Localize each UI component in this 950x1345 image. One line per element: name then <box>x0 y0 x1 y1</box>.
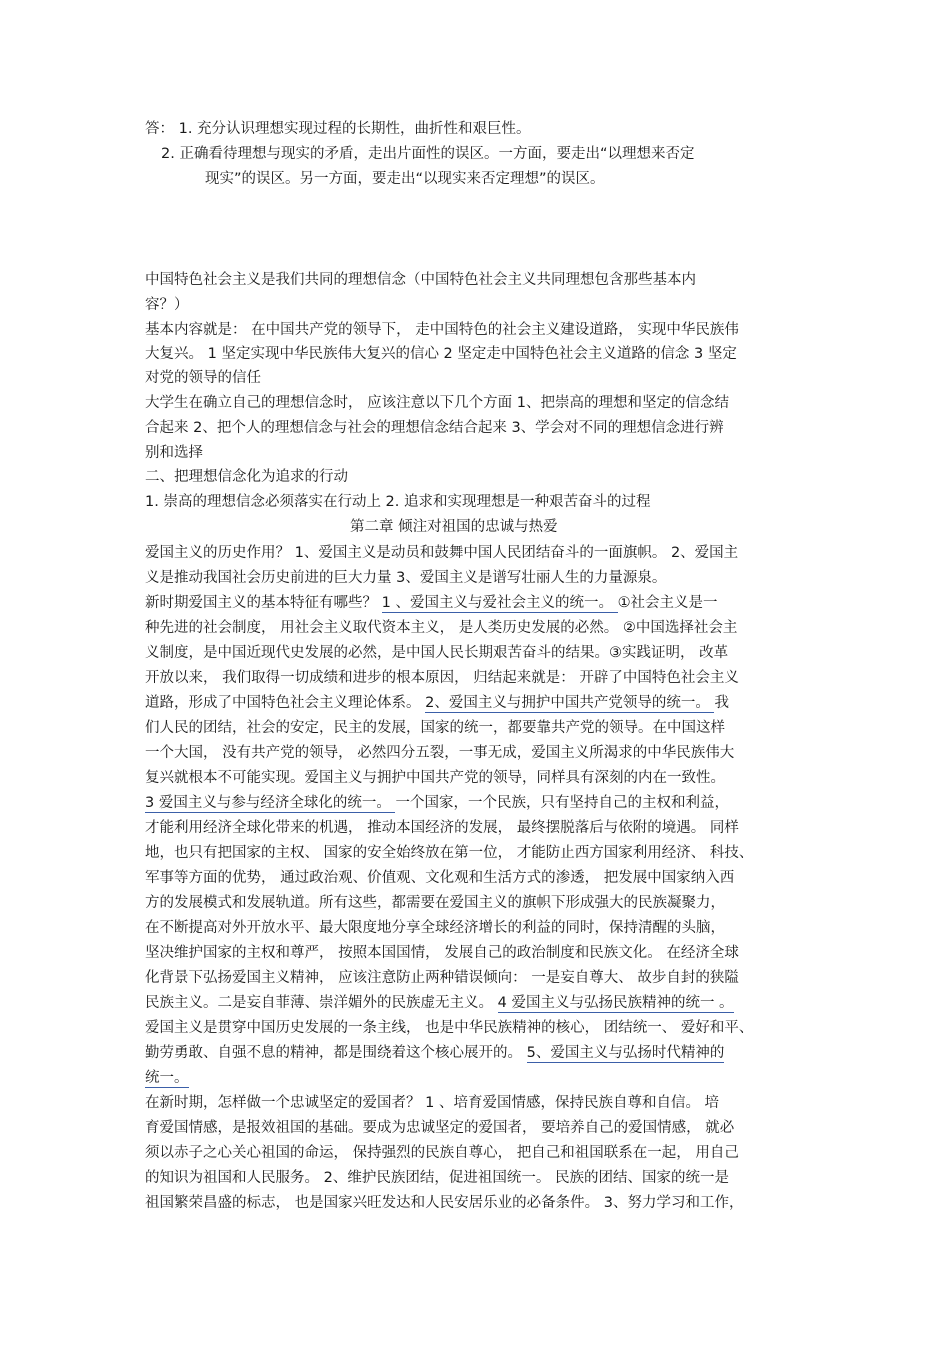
text-line: 地，也只有把国家的主权、 国家的安全始终放在第一位， 才能防止西方国家利用经济、 科技、 <box>145 845 754 861</box>
section-heading: 二、把理想信念化为追求的行动 <box>145 469 348 485</box>
text-line: 们人民的团结，社会的安定，民主的发展，国家的统一，都要靠共产党的领导。在中国这样 <box>145 720 725 736</box>
text-line: 合起来 2、把个人的理想信念与社会的理想信念结合起来 3、学会对不同的理想信念进行辨 <box>145 420 724 436</box>
text-line: 开放以来， 我们取得一切成绩和进步的根本原因， 归结起来就是： 开辟了中国特色社会主义 <box>145 670 739 686</box>
text-segment: 民族主义。二是妄自菲薄、崇洋媚外的民族虚无主义。 <box>145 995 498 1011</box>
text-line: 中国特色社会主义是我们共同的理想信念（中国特色社会主义共同理想包含那些基本内 <box>145 272 696 288</box>
text-line: 祖国繁荣昌盛的标志， 也是国家兴旺发达和人民安居乐业的必备条件。 3、努力学习和工作， <box>145 1195 744 1211</box>
text-line: 爱国主义是贯穿中国历史发展的一条主线， 也是中华民族精神的核心， 团结统一、 爱好和平、 <box>145 1020 754 1036</box>
text-line: 义是推动我国社会历史前进的巨大力量 3、爱国主义是谱写壮丽人生的力量源泉。 <box>145 570 667 586</box>
text-line: 1. 崇高的理想信念必须落实在行动上 2. 追求和实现理想是一种艰苦奋斗的过程 <box>145 494 651 510</box>
underlined-point-5-cont: 统一。 <box>145 1070 189 1086</box>
text-line: 别和选择 <box>145 445 203 461</box>
text-segment: 一个国家，一个民族，只有坚持自己的主权和利益， <box>395 795 729 811</box>
text-line: 在不断提高对外开放水平、最大限度地分享全球经济增长的利益的同时，保持清醒的头脑， <box>145 920 725 936</box>
text-line <box>145 691 729 715</box>
text-line <box>145 1041 724 1065</box>
text-line: 种先进的社会制度， 用社会主义取代资本主义， 是人类历史发展的必然。 ②中国选择社会主 <box>145 620 738 636</box>
underlined-point-3: 3 爱国主义与参与经济全球化的统一。 <box>145 795 396 811</box>
text-line: 须以赤子之心关心祖国的命运， 保持强烈的民族自尊心， 把自己和祖国联系在一起， 用自己 <box>145 1145 739 1161</box>
text-line <box>145 791 729 815</box>
text-line: 大复兴。 1 坚定实现中华民族伟大复兴的信心 2 坚定走中国特色社会主义道路的信念 3 坚定 <box>145 346 737 362</box>
underlined-point-2: 2、爱国主义与拥护中国共产党领导的统一。 <box>425 695 715 711</box>
answer-line-1: 答： 1. 充分认识理想实现过程的长期性，曲折性和艰巨性。 <box>145 121 531 137</box>
text-line: 军事等方面的优势， 通过政治观、价值观、文化观和生活方式的渗透， 把发展中国家纳入西 <box>145 870 735 886</box>
text-line <box>145 991 734 1015</box>
answer-line-3: 现实”的误区。另一方面，要走出“以现实来否定理想”的误区。 <box>205 171 605 187</box>
text-line: 大学生在确立自己的理想信念时， 应该注意以下几个方面 1、把崇高的理想和坚定的信念结 <box>145 395 729 411</box>
chapter-title: 第二章 倾注对祖国的忠诚与热爱 <box>350 519 558 535</box>
text-line: 基本内容就是： 在中国共产党的领导下， 走中国特色的社会主义建设道路， 实现中华民族伟 <box>145 322 739 338</box>
text-segment: ①社会主义是一 <box>617 595 718 611</box>
text-line: 容？） <box>145 297 189 313</box>
text-line: 对党的领导的信任 <box>145 370 261 386</box>
text-line <box>145 591 718 615</box>
text-line: 复兴就根本不可能实现。爱国主义与拥护中国共产党的领导，同样具有深刻的内在一致性。 <box>145 770 725 786</box>
answer-line-2: 2. 正确看待理想与现实的矛盾，走出片面性的误区。一方面，要走出“以理想来否定 <box>161 146 695 162</box>
text-line: 育爱国情感，是报效祖国的基础。要成为忠诚坚定的爱国者， 要培养自己的爱国情感， 就必 <box>145 1120 735 1136</box>
text-line: 在新时期，怎样做一个忠诚坚定的爱国者？ 1 、培育爱国情感，保持民族自尊和自信。 培 <box>145 1095 720 1111</box>
text-line: 化背景下弘扬爱国主义精神， 应该注意防止两种错误倾向： 一是妄自尊大、 故步自封的狭隘 <box>145 970 739 986</box>
underlined-point-1: 1 、爱国主义与爱社会主义的统一。 <box>381 595 618 611</box>
text-line: 义制度，是中国近现代史发展的必然，是中国人民长期艰苦奋斗的结果。③实践证明， 改革 <box>145 645 729 661</box>
text-segment: 新时期爱国主义的基本特征有哪些？ <box>145 595 382 611</box>
text-line <box>145 1066 189 1090</box>
text-line: 才能利用经济全球化带来的机遇， 推动本国经济的发展， 最终摆脱落后与依附的境遇。 同样 <box>145 820 739 836</box>
text-line: 爱国主义的历史作用？ 1、爱国主义是动员和鼓舞中国人民团结奋斗的一面旗帜。 2、爱国主 <box>145 545 739 561</box>
text-segment: 勤劳勇敢、自强不息的精神，都是围绕着这个核心展开的。 <box>145 1045 527 1061</box>
underlined-point-4: 4 爱国主义与弘扬民族精神的统一 。 <box>497 995 734 1011</box>
text-line: 的知识为祖国和人民服务。 2、维护民族团结，促进祖国统一。 民族的团结、国家的统一是 <box>145 1170 729 1186</box>
text-line: 方的发展模式和发展轨道。所有这些，都需要在爱国主义的旗帜下形成强大的民族凝聚力， <box>145 895 725 911</box>
text-line: 一个大国， 没有共产党的领导， 必然四分五裂，一事无成，爱国主义所渴求的中华民族伟大 <box>145 745 735 761</box>
text-segment: 道路，形成了中国特色社会主义理论体系。 <box>145 695 426 711</box>
text-line: 坚决维护国家的主权和尊严， 按照本国国情， 发展自己的政治制度和民族文化。 在经济全球 <box>145 945 739 961</box>
underlined-point-5: 5、爱国主义与弘扬时代精神的 <box>526 1045 725 1061</box>
text-segment: 我 <box>714 695 729 711</box>
